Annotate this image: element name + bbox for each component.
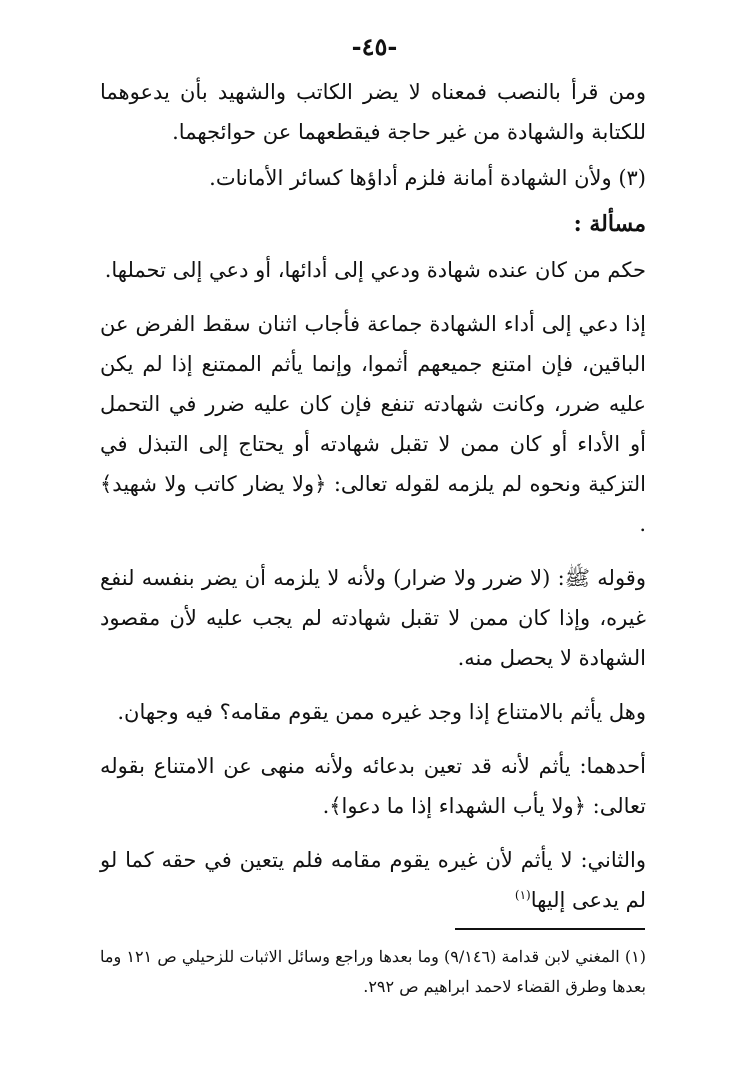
paragraph: حكم من كان عنده شهادة ودعي إلى أدائها، أو دعي إلى تحملها.	[104, 258, 646, 282]
footnote-text: (١) المغني لابن قدامة (٩/١٤٦) وما بعدها وراجع وسائل الاثبات للزحيلي ص ١٢١ وما بعدها وطرق القضاء لاحمد ابراهيم ص ٢٩٢.	[100, 947, 646, 996]
footnote	[100, 942, 646, 1002]
paragraph: وقوله ﷺ: (لا ضرر ولا ضرار) ولأنه لا يلزمه أن يضر بنفسه لنفع غيره، وإذا كان ممن لا تقبل شهادته لم يجب عليه لأن مقصود الشهادة لا يحصل منه.	[100, 566, 646, 670]
footnote-divider	[455, 928, 645, 930]
page-number: -٤٥-	[351, 32, 398, 61]
paragraph: وهل يأثم بالامتناع إذا وجد غيره ممن يقوم مقامه؟ فيه وجهان.	[117, 700, 646, 724]
paragraph: (٣) ولأن الشهادة أمانة فلزم أداؤها كسائر الأمانات.	[209, 166, 646, 190]
paragraph-text: والثاني: لا يأثم لأن غيره يقوم مقامه فلم يتعين في حقه كما لو لم يدعى إليها	[100, 848, 646, 912]
paragraph: ومن قرأ بالنصب فمعناه لا يضر الكاتب والشهيد بأن يدعوهما للكتابة والشهادة من غير حاجة فيقطعهما عن حوائجهما.	[100, 80, 646, 144]
paragraph: إذا دعي إلى أداء الشهادة جماعة فأجاب اثنان سقط الفرض عن الباقين، فإن امتنع جميعهم أثموا، وإنما يأثم الممتنع إذا لم يكن عليه ضرر، وكانت شهادته تنفع فإن كان عليه ضرر في التحمل أو الأداء أو كان ممن لا تقبل شهادته أو يحتاج إلى التبذل في التزكية ونحوه لم يلزمه لقوله تعالى: ﴿ولا يضار كاتب ولا شهيد﴾ .	[100, 312, 646, 536]
paragraph: أحدهما: يأثم لأنه قد تعين بدعائه ولأنه منهى عن الامتناع بقوله تعالى: ﴿ولا يأب الشهداء إذا ما دعوا﴾.	[100, 754, 646, 818]
section-heading: مسألة :	[573, 211, 646, 237]
footnote-reference: (١)	[514, 888, 531, 902]
main-text	[100, 72, 646, 934]
paragraph	[100, 840, 646, 920]
